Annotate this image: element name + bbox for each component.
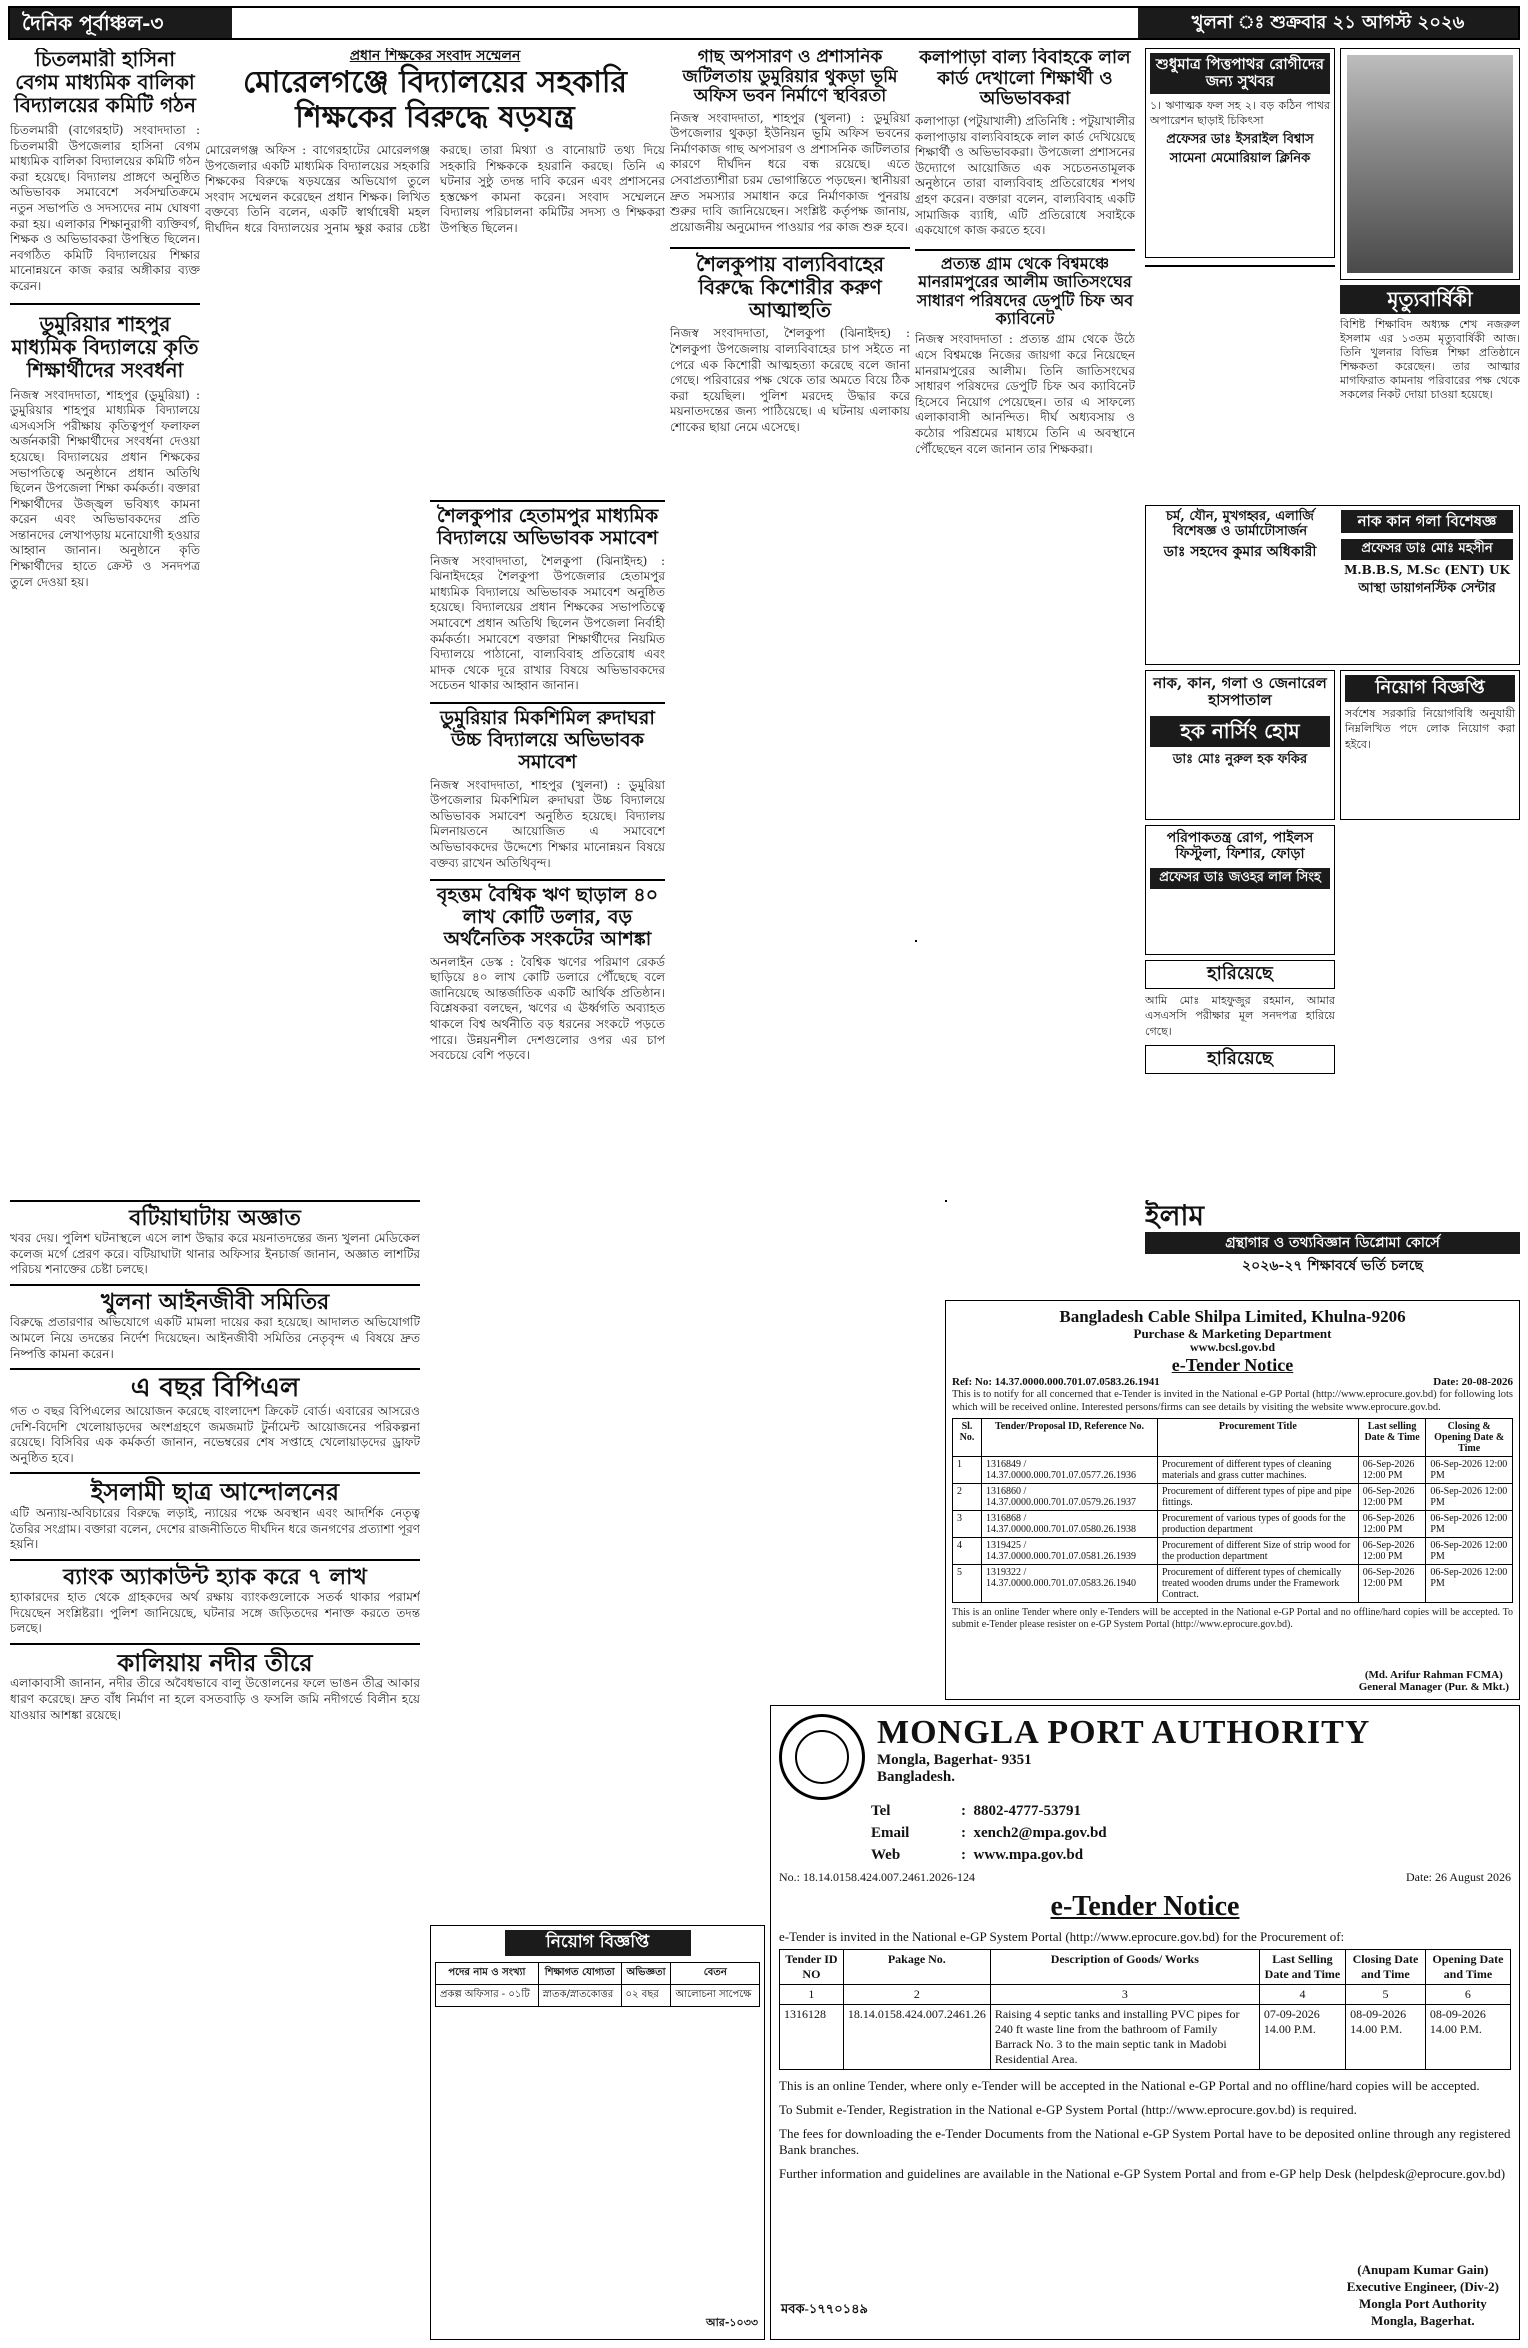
article-headline: শৈলকুপার হেতামপুর মাধ্যমিক বিদ্যালয়ে অভিভাবক সমাবেশ <box>430 500 665 550</box>
signature-block <box>1359 1669 1509 1693</box>
article-body: নিজস্ব সংবাদদাতা, শাহপুর (খুলনা) : ডুমুরিয়া উপজেলার মিকশিমিল রুদাঘরা উচ্চ বিদ্যালয়ে অভিভাবক সমাবেশ অনুষ্ঠিত হয়েছে। বিদ্যালয় মিলনায়তনে আয়োজিত এ সমাবেশে অভিভাবকদের উদ্দেশ্যে শিক্ষার মানোন্নয়ন বিষয়ে বক্তব্য রাখেন অতিথিবৃন্দ। <box>430 777 665 870</box>
cell: 1316849 / 14.37.0000.000.701.07.0577.26.1936 <box>982 1456 1158 1483</box>
article-body: নিজস্ব সংবাদদাতা, শাহপুর (খুলনা) : ডুমুরিয়া উপজেলার থুকড়া ইউনিয়ন ভূমি অফিস ভবনের নির্মাণকাজ গাছ অপসারণ ও প্রশাসনিক জটিলতার কারণে দীর্ঘদিন ধরে বন্ধ রয়েছে। এতে সেবাপ্রত্যাশীরা চরম ভোগান্তিতে পড়ছেন। স্থানীয়রা দ্রুত সমস্যার সমাধান করে নির্মাণকাজ পুনরায় শুরুর দাবি জানিয়েছেন। সংশ্লিষ্ট কর্তৃপক্ষ জানায়, প্রয়োজনীয় অনুমোদন পাওয়ার পর কাজ শুরু হবে। <box>670 110 910 234</box>
job-table <box>435 1962 760 2007</box>
short-body: গত ৩ বছর বিপিএলের আয়োজন করেছে বাংলাদেশ ক্রিকেট বোর্ড। এবারের আসরেও দেশি-বিদেশি খেলোয়াড়দের অংশগ্রহণে জমজমাট টুর্নামেন্ট আয়োজনের পরিকল্পনা রয়েছে। বিসিবির এক কর্মকর্তা জানান, নভেম্বরের শেষ সপ্তাহে খেলোয়াড়দের ড্রাফট অনুষ্ঠিত হবে। <box>10 1404 420 1465</box>
mpa-contacts: Tel : 8802-4777-53791 Email : xench2@mpa.gov.bd Web : www.mpa.gov.bd <box>871 1800 1511 1866</box>
notice-paragraph: Further information and guidelines are available in the National e-GP System Portal and from e-GP help Desk (helpdesk@eprocure.gov.bd) <box>779 2166 1506 2182</box>
ad-ilam <box>1145 1200 1520 1290</box>
cell: Procurement of different Size of strip wood for the production department <box>1157 1537 1358 1564</box>
signer-place: Mongla, Bagerhat. <box>1371 2313 1475 2328</box>
cell: 18.14.0158.424.007.2461.26 <box>843 2005 990 2070</box>
cell: 06-Sep-2026 12:00 PM <box>1358 1456 1426 1483</box>
cell: 6 <box>1425 1985 1510 2005</box>
anchor6 <box>945 1200 947 1202</box>
notice-date: Date: 20-08-2026 <box>1433 1375 1513 1388</box>
ad-place: সামেনা মেমোরিয়াল ক্লিনিক <box>1169 150 1311 166</box>
cell: 1316868 / 14.37.0000.000.701.07.0580.26.1938 <box>982 1510 1158 1537</box>
cell: 08-09-2026 14.00 P.M. <box>1346 2005 1426 2070</box>
signer-title: General Manager (Pur. & Mkt.) <box>1358 1681 1509 1693</box>
notice-note: This is an online Tender where only e-Tenders will be accepted in the National e-GP Portal and no offline/hard copies will be accepted. To submit e-Tender please resister on e-GP System Portal (http://www.eprocure.gov.bd). <box>952 1606 1513 1630</box>
memo-number: No.: 18.14.0158.424.007.2461.2026-124 <box>779 1870 975 1884</box>
short-body: এটি অন্যায়-অবিচারের বিরুদ্ধে লড়াই, ন্যায়ের পক্ষে অবস্থান এবং আদর্শিক নেতৃত্ব তৈরির সংগ্রাম। বক্তারা বলেন, দেশের রাজনীতিতে দীর্ঘদিন ধরে জনগণের প্রত্যাশা পূরণ হয়নি। <box>10 1506 420 1552</box>
cell: 1319322 / 14.37.0000.000.701.07.0583.26.1940 <box>982 1564 1158 1602</box>
col-header: পদের নাম ও সংখ্যা <box>436 1962 539 1984</box>
ad-obituary <box>1340 285 1520 485</box>
table-row <box>953 1483 1513 1510</box>
cell: 4 <box>953 1537 982 1564</box>
article-body: নিজস্ব সংবাদদাতা, শৈলকুপা (ঝিনাইদহ) : শৈলকুপা উপজেলায় বাল্যবিবাহের চাপ সইতে না পেরে এক কিশোরী আত্মহত্যা করেছে বলে জানা গেছে। পরিবারের পক্ষ থেকে তার অমতে বিয়ে ঠিক করা হয়েছিল। পুলিশ মরদেহ উদ্ধার করে ময়নাতদন্তের জন্য পাঠিয়েছে। এ ঘটনায় এলাকায় শোকের ছায়া নেমে এসেছে। <box>670 326 910 434</box>
col-header: Procurement Title <box>1157 1418 1358 1456</box>
ref-number: Ref: No: 14.37.0000.000.701.07.0583.26.1941 <box>952 1375 1160 1388</box>
short-body: হ্যাকারদের হাত থেকে গ্রাহকদের অর্থ রক্ষায় ব্যাংকগুলোকে সতর্ক থাকার পরামর্শ দিয়েছেন সংশ্লিষ্টরা। পুলিশ জানিয়েছে, ঘটনার সঙ্গে জড়িতদের শনাক্ত করতে তদন্ত চলছে। <box>10 1590 420 1636</box>
cell: আলোচনা সাপেক্ষে <box>671 1984 760 2006</box>
contact-label: Email <box>871 1825 910 1841</box>
short-news-column <box>10 1200 420 2340</box>
obituary-photo <box>1347 55 1513 273</box>
contact-label: Web <box>871 1847 901 1863</box>
ad-doctor: প্রফেসর ডাঃ মোঃ মহসীন <box>1341 539 1513 560</box>
contact-label: Tel <box>871 1803 891 1819</box>
ad-headline: হারিয়েছে <box>1145 960 1335 989</box>
cell: 08-09-2026 14.00 P.M. <box>1425 2005 1510 2070</box>
cell: 1 <box>780 1985 844 2005</box>
short-body: খবর দেয়। পুলিশ ঘটনাস্থলে এসে লাশ উদ্ধার করে ময়নাতদন্তের জন্য খুলনা মেডিকেল কলেজ মর্গে প্রেরণ করে। বটিয়াঘাটা থানার অফিসার ইনচার্জ জানান, অজ্ঞাত লাশটির পরিচয় শনাক্তের চেষ্টা চলছে। <box>10 1231 420 1277</box>
col-header: Last Selling Date and Time <box>1259 1950 1345 1985</box>
article-headline: চিতলমারী হাসিনা বেগম মাধ্যমিক বালিকা বিদ্যালয়ের কমিটি গঠন <box>14 48 196 117</box>
ad-pitpathor <box>1145 48 1335 258</box>
ad-headline: চর্ম, যৌন, মুখগহ্বর, এলার্জি বিশেষজ্ঞ ও ডার্মাটোসার্জন <box>1166 509 1314 539</box>
col-header: Opening Date and Time <box>1425 1950 1510 1985</box>
lead-body: মোরেলগঞ্জ অফিস : বাগেরহাটের মোরেলগঞ্জ উপজেলার একটি মাধ্যমিক বিদ্যালয়ের সহকারি শিক্ষকের বিরুদ্ধে ষড়যন্ত্রের অভিযোগ তুলে সংবাদ সম্মেলন করেছেন প্রধান শিক্ষক। লিখিত বক্তব্যে তিনি বলেন, একটি স্বার্থান্বেষী মহল দীর্ঘদিন ধরে বিদ্যালয়ের সুনাম ক্ষুণ্ণ করার চেষ্টা করছে। তারা মিথ্যা ও বানোয়াট তথ্য দিয়ে সহকারি শিক্ষককে হয়রানি করছে। তিনি এ ঘটনার সুষ্ঠু তদন্ত দাবি করেন এবং প্রশাসনের হস্তক্ষেপ কামনা করেন। সংবাদ সম্মেলনে বিদ্যালয় পরিচালনা কমিটির সদস্য ও শিক্ষকরা উপস্থিত ছিলেন। <box>205 143 665 236</box>
table-row <box>953 1564 1513 1602</box>
ad-headline: নাক, কান, গলা ও জেনারেল হাসপাতাল <box>1153 674 1327 710</box>
anchor5 <box>915 940 917 942</box>
ad-doctor: প্রফেসর ডাঃ জওহর লাল সিংহ <box>1150 868 1330 889</box>
ad-headline: নাক কান গলা বিশেষজ্ঞ <box>1341 510 1513 533</box>
mpa-name: MONGLA PORT AUTHORITY <box>877 1714 1371 1751</box>
department: Purchase & Marketing Department <box>1133 1325 1332 1341</box>
cell: 1319425 / 14.37.0000.000.701.07.0581.26.1939 <box>982 1537 1158 1564</box>
divider <box>10 303 200 305</box>
article-body: চিতলমারী (বাগেরহাট) সংবাদদাতা : চিতলমারী উপজেলার হাসিনা বেগম মাধ্যমিক বালিকা বিদ্যালয়ের কমিটি গঠন করা হয়েছে। বিদ্যালয় প্রাঙ্গণে অনুষ্ঠিত অভিভাবক সমাবেশে সর্বসম্মতিক্রমে নতুন সভাপতি ও সদস্যদের নাম ঘোষণা করা হয়। এলাকার শিক্ষানুরাগী ব্যক্তিবর্গ, শিক্ষক ও অভিভাবকরা উপস্থিত ছিলেন। নবগঠিত কমিটি বিদ্যালয়ের শিক্ষার মানোন্নয়নে কাজ করার অঙ্গীকার ব্যক্ত করেন। <box>10 123 200 293</box>
company-name: Bangladesh Cable Shilpa Limited, Khulna-9206 <box>1059 1307 1406 1326</box>
table-row <box>953 1456 1513 1483</box>
ad-headline: শুধুমাত্র পিত্তপাথর রোগীদের জন্য সুখবর <box>1150 53 1330 94</box>
cell: 06-Sep-2026 12:00 PM <box>1426 1510 1513 1537</box>
ad-headline: হক নার্সিং হোম <box>1150 716 1330 747</box>
col-header: Closing & Opening Date & Time <box>1426 1418 1513 1456</box>
ad-line: ২০২৬-২৭ শিক্ষাবর্ষে ভর্তি চলছে <box>1242 1258 1423 1275</box>
ad-text: ১। ঋণাত্মক ফল সহ ২। বড় কঠিন পাথর অপারেশন ছাড়াই চিকিৎসা <box>1150 98 1330 128</box>
ad-doctor: ডাঃ সহদেব কুমার অধিকারী <box>1163 543 1317 560</box>
ad-code: মবক-১৭৭০১৪৯ <box>781 2301 868 2316</box>
col3-articles <box>430 500 665 1340</box>
cell: প্রকল্প অফিসার - ০১টি <box>436 1984 539 2006</box>
mpa-logo-icon <box>779 1714 865 1800</box>
short-headline: এ বছর বিপিএল <box>10 1368 420 1404</box>
col-header: Tender/Proposal ID, Reference No. <box>982 1418 1158 1456</box>
notice-intro: This is to notify for all concerned that e-Tender is invited in the National e-GP Portal (http://www.eprocure.gov.bd) for following lots which will be received online. Interested persons/firms can see details by visiting the website www.eprocure.gov.bd. <box>952 1388 1513 1413</box>
cell: 1316128 <box>780 2005 844 2070</box>
website: www.bcsl.gov.bd <box>1189 1340 1276 1355</box>
cell: 07-09-2026 14.00 P.M. <box>1259 2005 1345 2070</box>
col-header: Sl. No. <box>953 1418 982 1456</box>
col5-articles <box>915 48 1135 1198</box>
cell: 5 <box>1346 1985 1426 2005</box>
short-headline: কালিয়ায় নদীর তীরে <box>10 1643 420 1677</box>
mpa-memo-line <box>779 1870 1511 1885</box>
memo-date: Date: 26 August 2026 <box>1406 1870 1511 1884</box>
short-body: এলাকাবাসী জানান, নদীর তীরে অবৈধভাবে বালু উত্তোলনের ফলে ভাঙন তীব্র আকার ধারণ করেছে। দ্রুত বাঁধ নির্মাণ না হলে বসতবাড়ি ও ফসলি জমি নদীগর্ভে বিলীন হয়ে যাওয়ার আশঙ্কা রয়েছে। <box>10 1676 420 1722</box>
col-header: Pakage No. <box>843 1950 990 1985</box>
signer-org: Mongla Port Authority <box>1358 2296 1487 2311</box>
article-headline: শৈলকুপায় বাল্যবিবাহের বিরুদ্ধে কিশোরীর করুণ আত্মাহুতি <box>670 247 910 322</box>
table-row <box>953 1510 1513 1537</box>
col-header: বেতন <box>671 1962 760 1984</box>
cell: Procurement of different types of cleaning materials and grass cutter machines. <box>1157 1456 1358 1483</box>
mpa-country: Bangladesh. <box>877 1769 955 1785</box>
short-headline: ব্যাংক অ্যাকাউন্ট হ্যাক করে ৭ লাখ <box>10 1559 420 1590</box>
article-headline: বৃহত্তম বৈশ্বিক ঋণ ছাড়াল ৪০ লাখ কোটি ডলার, বড় অর্থনৈতিক সংকটের আশঙ্কা <box>430 879 665 951</box>
ad-hospital <box>1145 670 1335 820</box>
web-value: www.mpa.gov.bd <box>973 1847 1084 1863</box>
cell: 06-Sep-2026 12:00 PM <box>1426 1483 1513 1510</box>
col1-articles <box>10 48 200 1198</box>
bcs-tender-notice <box>945 1300 1520 1700</box>
short-body: বিরুদ্ধে প্রতারণার অভিযোগে একটি মামলা দায়ের করা হয়েছে। আদালত অভিযোগটি আমলে নিয়ে তদন্তের নির্দেশ দিয়েছেন। আইনজীবী সমিতির নেতৃবৃন্দ এ বিষয়ে দ্রুত নিষ্পত্তি কামনা করেন। <box>10 1315 420 1361</box>
cell: 06-Sep-2026 12:00 PM <box>1426 1564 1513 1602</box>
lost-ads <box>1145 960 1335 1195</box>
cell: Raising 4 septic tanks and installing PVC pipes for 240 ft waste line from the bathroom of Family Barrack No. 3 to the main septic tank in Madobi Residential Area. <box>990 2005 1259 2070</box>
col-header: অভিজ্ঞতা <box>621 1962 671 1984</box>
lead-kicker: প্রধান শিক্ষকের সংবাদ সম্মেলন <box>349 48 521 64</box>
ad-headline: ইলাম <box>1145 1200 1205 1232</box>
cell: ০২ বছর <box>621 1984 671 2006</box>
cell: 4 <box>1259 1985 1345 2005</box>
short-headline: ইসলামী ছাত্র আন্দোলনের <box>10 1472 420 1506</box>
ad-text: বিশিষ্ট শিক্ষাবিদ অধ্যক্ষ শেখ নজরুল ইসলাম এর ১৩তম মৃত্যুবার্ষিকী আজ। তিনি খুলনার বিভিন্ন শিক্ষা প্রতিষ্ঠানে শিক্ষকতা করেছেন। তার আত্মার মাগফিরাত কামনায় পরিবারের পক্ষ থেকে সকলের নিকট দোয়া চাওয়া হয়েছে। <box>1340 318 1520 401</box>
cell: 1 <box>953 1456 982 1483</box>
tel-value: 8802-4777-53791 <box>973 1803 1081 1819</box>
ad-headline: মৃত্যুবার্ষিকী <box>1340 285 1520 314</box>
col4-articles <box>670 48 910 1898</box>
signature-block <box>1347 2261 1499 2329</box>
article-body: কলাপাড়া (পটুয়াখালী) প্রতিনিধি : পটুয়াখালীর কলাপাড়ায় বাল্যবিবাহকে লাল কার্ড দেখিয়েছে শিক্ষার্থী ও অভিভাবকরা। উপজেলা প্রশাসনের উদ্যোগে আয়োজিত এক সচেতনতামূলক অনুষ্ঠানে তারা বাল্যবিবাহ প্রতিরোধের শপথ গ্রহণ করেন। বক্তারা বলেন, বাল্যবিবাহ একটি সামাজিক ব্যাধি, এটি প্রতিরোধে সবাইকে একযোগে কাজ করতে হবে। <box>915 114 1135 238</box>
col-header: Closing Date and Time <box>1346 1950 1426 1985</box>
cell: 5 <box>953 1564 982 1602</box>
job-ad <box>430 1925 765 2340</box>
ad-skin-ent <box>1145 505 1520 665</box>
mpa-header <box>779 1714 1511 1800</box>
notice-title: e-Tender Notice <box>1171 1355 1294 1376</box>
ad-piles <box>1145 825 1335 955</box>
anchor3 <box>1145 265 1335 267</box>
paper-name: দৈনিক পূর্বাঞ্চল-৩ <box>10 8 232 38</box>
obituary-photo-box <box>1340 48 1520 280</box>
col-header: Description of Goods/ Works <box>990 1950 1259 1985</box>
cell: 06-Sep-2026 12:00 PM <box>1358 1564 1426 1602</box>
signer-title: Executive Engineer, (Div-2) <box>1346 2279 1499 2294</box>
article-body: নিজস্ব সংবাদদাতা, শাহপুর (ডুমুরিয়া) : ডুমুরিয়ার শাহপুর মাধ্যমিক বিদ্যালয়ে এসএসসি পরীক্ষায় কৃতিত্বপূর্ণ ফলাফল অর্জনকারী শিক্ষার্থীদের সংবর্ধনা দেওয়া হয়েছে। বিদ্যালয়ের প্রধান শিক্ষকের সভাপতিত্বে অনুষ্ঠানে প্রধান অতিথি ছিলেন উপজেলা শিক্ষা কর্মকর্তা। বক্তারা শিক্ষার্থীদের উজ্জ্বল ভবিষ্যৎ কামনা করেন এবং অভিভাবকদের প্রতি সন্তানদের লেখাপড়ায় মনোযোগী হওয়ার আহ্বান জানান। অনুষ্ঠানে কৃতি শিক্ষার্থীদের হাতে ক্রেস্ট ও সনদপত্র তুলে দেওয়া হয়। <box>10 387 200 589</box>
article-headline: গাছ অপসারণ ও প্রশাসনিক জটিলতায় ডুমুরিয়ার থুকড়া ভূমি অফিস ভবন নির্মাণে স্থবিরতা <box>682 48 898 107</box>
cell: Procurement of different types of chemically treated wooden drums under the Framework Contract. <box>1157 1564 1358 1602</box>
ad-job <box>1340 670 1520 820</box>
ad-doctor: ডাঃ মোঃ নুরুল হক ফকির <box>1172 751 1308 767</box>
article-headline: প্রত্যন্ত গ্রাম থেকে বিশ্বমঞ্চে মানরামপুরের আলীম জাতিসংঘের সাধারণ পরিষদের ডেপুটি চিফ অব ক্যাবিনেট <box>915 249 1135 329</box>
ad-headline: পরিপাকতন্ত্র রোগ, পাইলস ফিস্টুলা, ফিশার, ফোড়া <box>1166 830 1314 863</box>
dateline: খুলনা ঃ শুক্রবার ২১ আগস্ট ২০২৬ <box>1138 8 1518 38</box>
table-row <box>953 1537 1513 1564</box>
tender-table <box>779 1949 1511 2070</box>
ad-doctor: প্রফেসর ডাঃ ইসরাইল বিশ্বাস <box>1166 131 1314 147</box>
col-header: Last selling Date & Time <box>1358 1418 1426 1456</box>
notice-paragraph: The fees for downloading the e-Tender Documents from the National e-GP System Portal have to be deposited online through any registered Bank branches. <box>779 2126 1511 2158</box>
notice-paragraph: To Submit e-Tender, Registration in the National e-GP System Portal (http://www.eprocure.gov.bd) is required. <box>779 2102 1357 2118</box>
tender-table <box>952 1418 1513 1603</box>
ad-headline: নিয়োগ বিজ্ঞপ্তি <box>505 1930 691 1956</box>
signer-name: (Md. Arifur Rahman FCMA) <box>1364 1669 1503 1681</box>
cell: Procurement of various types of goods for the production department <box>1157 1510 1358 1537</box>
col-header: Tender ID NO <box>780 1950 844 1985</box>
cell: 06-Sep-2026 12:00 PM <box>1426 1537 1513 1564</box>
cell: স্নাতক/স্নাতকোত্তর <box>538 1984 621 2006</box>
cell: Procurement of different types of pipe and pipe fittings. <box>1157 1483 1358 1510</box>
article-headline: ডুমুরিয়ার মিকশিমিল রুদাঘরা উচ্চ বিদ্যালয়ে অভিভাবক সমাবেশ <box>430 702 665 774</box>
cell: 2 <box>843 1985 990 2005</box>
cell: 2 <box>953 1483 982 1510</box>
table-row <box>780 2005 1511 2070</box>
cell: 3 <box>990 1985 1259 2005</box>
notice-intro: e-Tender is invited in the National e-GP System Portal (http://www.eprocure.gov.bd) for the Procurement of: <box>779 1929 1345 1945</box>
email-value: xench2@mpa.gov.bd <box>973 1825 1107 1841</box>
cell: 06-Sep-2026 12:00 PM <box>1426 1456 1513 1483</box>
notice-title: e-Tender Notice <box>1050 1891 1240 1922</box>
masthead-bar <box>8 6 1520 40</box>
ad-text: আমি মোঃ মাহফুজুর রহমান, আমার এসএসসি পরীক্ষার মূল সনদপত্র হারিয়ে গেছে। <box>1145 993 1335 1038</box>
ad-code: আর-১০৩৩ <box>705 2316 758 2329</box>
article-body: নিজস্ব সংবাদদাতা : প্রত্যন্ত গ্রাম থেকে উঠে এসে বিশ্বমঞ্চে নিজের জায়গা করে নিয়েছেন মানরামপুরের আলীম। তিনি জাতিসংঘের সাধারণ পরিষদের ডেপুটি চিফ অব ক্যাবিনেট হিসেবে নিয়োগ পেয়েছেন। তার এ সাফল্যে এলাকাবাসী আনন্দিত। দীর্ঘ অধ্যবসায় ও কঠোর পরিশ্রমের মাধ্যমে তিনি এ অবস্থানে পৌঁছেছেন বলে জানান তার শিক্ষকরা। <box>915 332 1135 456</box>
article-headline: ডুমুরিয়ার শাহপুর মাধ্যমিক বিদ্যালয়ে কৃতি শিক্ষার্থীদের সংবর্ধনা <box>11 311 199 382</box>
ad-headline: নিয়োগ বিজ্ঞপ্তি <box>1345 675 1515 702</box>
ad-headline: হারিয়েছে <box>1145 1045 1335 1074</box>
cell: 3 <box>953 1510 982 1537</box>
ad-degree: M.B.B.S, M.Sc (ENT) UK <box>1344 563 1510 578</box>
notice-paragraph: This is an online Tender, where only e-Tender will be accepted in the National e-GP Portal and no offline/hard copies will be accepted. <box>779 2078 1480 2094</box>
cell: 1316860 / 14.37.0000.000.701.07.0579.26.1937 <box>982 1483 1158 1510</box>
mpa-address: Mongla, Bagerhat- 9351 <box>877 1752 1032 1768</box>
ad-text: সর্বশেষ সরকারি নিয়োগবিধি অনুযায়ী নিম্নলিখিত পদে লোক নিয়োগ করা হইবে। <box>1345 706 1515 751</box>
short-headline: খুলনা আইনজীবী সমিতির <box>10 1284 420 1315</box>
lead-headline: মোরেলগঞ্জে বিদ্যালয়ের সহকারি শিক্ষকের বিরুদ্ধে ষড়যন্ত্র <box>242 65 628 135</box>
cell: 06-Sep-2026 12:00 PM <box>1358 1537 1426 1564</box>
signer-name: (Anupam Kumar Gain) <box>1357 2262 1489 2277</box>
cell: 06-Sep-2026 12:00 PM <box>1358 1510 1426 1537</box>
article-body: অনলাইন ডেস্ক : বৈশ্বিক ঋণের পরিমাণ রেকর্ড ছাড়িয়ে ৪০ লাখ কোটি ডলারে পৌঁছেছে বলে জানিয়েছে আন্তর্জাতিক একটি আর্থিক প্রতিষ্ঠান। বিশ্লেষকরা বলছেন, ঋণের এ ঊর্ধ্বগতি অব্যাহত থাকলে বিশ্ব অর্থনীতি বড় ধরনের সংকটে পড়তে পারে। উন্নয়নশীল দেশগুলোর ওপর এর চাপ সবচেয়ে বেশি পড়বে। <box>430 954 665 1063</box>
article-headline: কলাপাড়া বাল্য বিবাহকে লাল কার্ড দেখালো শিক্ষার্থী ও অভিভাবকরা <box>919 48 1131 110</box>
cell: 06-Sep-2026 12:00 PM <box>1358 1483 1426 1510</box>
ad-place: আস্থা ডায়াগনস্টিক সেন্টার <box>1358 580 1496 596</box>
article-body: নিজস্ব সংবাদদাতা, শৈলকুপা (ঝিনাইদহ) : ঝিনাইদহের শৈলকুপা উপজেলার হেতামপুর মাধ্যমিক বিদ্যালয়ে অভিভাবক সমাবেশ অনুষ্ঠিত হয়েছে। বিদ্যালয়ের প্রধান শিক্ষকের সভাপতিত্বে সমাবেশে প্রধান অতিথি ছিলেন উপজেলা নির্বাহী কর্মকর্তা। সমাবেশে বক্তারা শিক্ষার্থীদের নিয়মিত বিদ্যালয়ে পাঠানো, বাল্যবিবাহ প্রতিরোধ এবং মাদক থেকে দূরে রাখার বিষয়ে অভিভাবকদের সচেতন থাকার আহ্বান জানান। <box>430 553 665 693</box>
short-headline: বটিয়াঘাটায় অজ্ঞাত <box>10 1200 420 1231</box>
ref-line <box>952 1376 1513 1388</box>
mpa-tender-notice <box>770 1705 1520 2340</box>
ad-sub: গ্রন্থাগার ও তথ্যবিজ্ঞান ডিপ্লোমা কোর্সে <box>1145 1232 1520 1254</box>
table-row <box>436 1984 760 2006</box>
col-header: শিক্ষাগত যোগ্যতা <box>538 1962 621 1984</box>
